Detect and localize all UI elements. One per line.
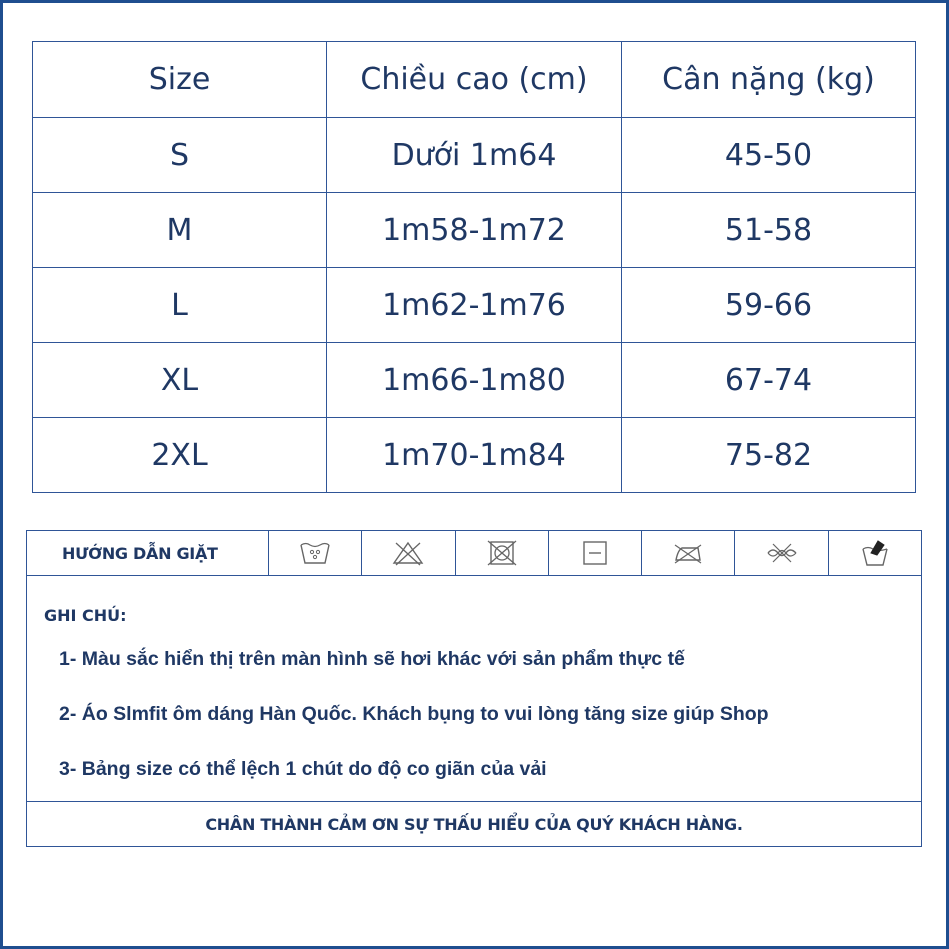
table-row: [33, 418, 916, 493]
no-wring-icon: [765, 539, 799, 567]
cell-weight: 75-82: [622, 418, 916, 493]
table-header-row: [33, 42, 916, 118]
cell-size: L: [33, 268, 327, 343]
table-row: [33, 268, 916, 343]
note-item: 3- Bảng size có thể lệch 1 chút do độ co giãn của vải: [59, 758, 547, 780]
wash-30-icon: [298, 539, 332, 567]
wash-cell: [362, 531, 455, 575]
cell-weight: 51-58: [622, 193, 916, 268]
header-height: Chiều cao (cm): [327, 42, 622, 118]
wash-cell: [456, 531, 549, 575]
cell-weight: 45-50: [622, 118, 916, 193]
table-row: [33, 343, 916, 418]
cell-size: M: [33, 193, 327, 268]
wash-cell: [735, 531, 828, 575]
wash-cell: [829, 531, 921, 575]
cell-size: XL: [33, 343, 327, 418]
no-bleach-icon: [391, 539, 425, 567]
note-item: 1- Màu sắc hiển thị trên màn hình sẽ hơi khác với sản phẩm thực tế: [59, 648, 685, 670]
cell-height: Dưới 1m64: [327, 118, 622, 193]
iron-low-icon: [671, 539, 705, 567]
notes-section: [26, 576, 922, 802]
cell-height: 1m66-1m80: [327, 343, 622, 418]
wash-guide-label: HƯỚNG DẪN GIẶT: [27, 531, 269, 575]
line-dry-icon: [578, 539, 612, 567]
header-weight: Cân nặng (kg): [622, 42, 916, 118]
cell-height: 1m58-1m72: [327, 193, 622, 268]
header-size: Size: [33, 42, 327, 118]
wash-guide-row: [26, 530, 922, 576]
no-tumble-dry-icon: [485, 539, 519, 567]
cell-size: S: [33, 118, 327, 193]
cell-height: 1m70-1m84: [327, 418, 622, 493]
notes-title: GHI CHÚ:: [44, 606, 127, 625]
wash-cell: [269, 531, 362, 575]
cell-size: 2XL: [33, 418, 327, 493]
wash-cell: [642, 531, 735, 575]
size-chart-table: [32, 41, 916, 493]
wash-cell: [549, 531, 642, 575]
table-row: [33, 118, 916, 193]
hand-wash-icon: [858, 539, 892, 567]
cell-height: 1m62-1m76: [327, 268, 622, 343]
note-item: 2- Áo Slmfit ôm dáng Hàn Quốc. Khách bụng to vui lòng tăng size giúp Shop: [59, 703, 769, 725]
table-row: [33, 193, 916, 268]
cell-weight: 59-66: [622, 268, 916, 343]
cell-weight: 67-74: [622, 343, 916, 418]
thank-you-banner: CHÂN THÀNH CẢM ƠN SỰ THẤU HIỂU CỦA QUÝ KHÁCH HÀNG.: [26, 801, 922, 847]
